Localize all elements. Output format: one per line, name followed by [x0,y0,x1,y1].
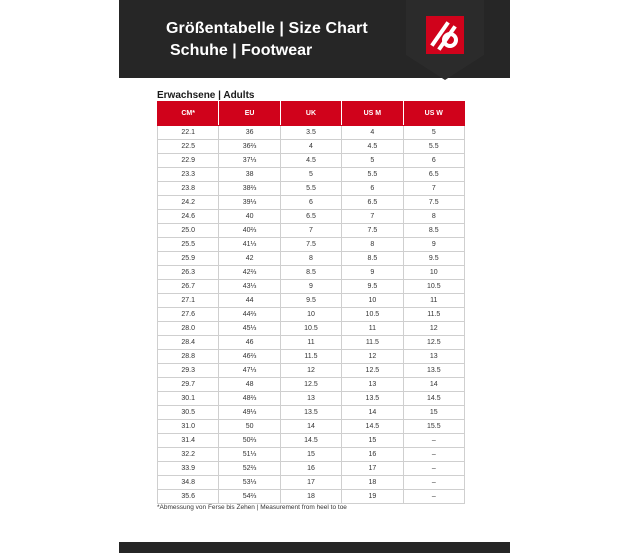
table-cell: 9 [280,280,341,294]
table-cell: 5.5 [342,168,403,182]
table-cell: 36 [219,126,280,140]
table-cell: 45⅓ [219,322,280,336]
table-cell: 8.5 [342,252,403,266]
table-cell: 44⅔ [219,308,280,322]
table-cell: 29.7 [158,378,219,392]
table-cell: 6 [403,154,464,168]
table-cell: 26.7 [158,280,219,294]
table-cell: 40 [219,210,280,224]
table-cell: 7 [280,224,341,238]
table-cell: 24.6 [158,210,219,224]
table-cell: 29.3 [158,364,219,378]
table-cell: 8.5 [280,266,341,280]
table-cell: 10.5 [342,308,403,322]
table-cell: 14 [342,406,403,420]
table-cell: 8 [280,252,341,266]
table-cell: 37⅓ [219,154,280,168]
table-cell: 11 [280,336,341,350]
table-cell: 48⅔ [219,392,280,406]
table-cell: 11.5 [403,308,464,322]
table-row [158,266,465,280]
table-cell: 16 [342,448,403,462]
table-cell: 25.0 [158,224,219,238]
table-row [158,350,465,364]
size-chart-table [157,101,465,504]
table-cell: 23.8 [158,182,219,196]
table-row [158,364,465,378]
table-cell: 7.5 [280,238,341,252]
table-cell: 47⅓ [219,364,280,378]
table-row [158,140,465,154]
table-cell: 13.5 [280,406,341,420]
table-row [158,490,465,504]
table-row [158,238,465,252]
table-cell: 18 [342,476,403,490]
footnote: *Abmessung von Ferse bis Zehen | Measurement from heel to toe [157,504,347,511]
table-cell: 10.5 [403,280,464,294]
table-cell: 25.9 [158,252,219,266]
table-cell: 14 [280,420,341,434]
table-cell: 14 [403,378,464,392]
table-cell: 5.5 [403,140,464,154]
table-cell: 14.5 [403,392,464,406]
table-cell: 13 [403,350,464,364]
table-row [158,182,465,196]
table-cell: 28.8 [158,350,219,364]
table-cell: 10 [403,266,464,280]
table-cell: 11.5 [280,350,341,364]
table-cell: 10 [280,308,341,322]
table-cell: 35.6 [158,490,219,504]
table-cell: 14.5 [342,420,403,434]
table-cell: 13.5 [403,364,464,378]
table-row [158,126,465,140]
table-row [158,378,465,392]
table-row [158,392,465,406]
table-cell: 13 [280,392,341,406]
table-cell: 9.5 [403,252,464,266]
table-cell: 39⅓ [219,196,280,210]
table-row [158,196,465,210]
table-cell: – [403,434,464,448]
table-cell: 17 [280,476,341,490]
table-row [158,434,465,448]
table-cell: 14.5 [280,434,341,448]
table-cell: 12 [342,350,403,364]
size-chart-page [119,0,510,553]
table-cell: 15.5 [403,420,464,434]
table-cell: 5 [280,168,341,182]
column-header: UK [280,102,341,126]
table-cell: 4 [342,126,403,140]
table-row [158,406,465,420]
table-cell: 36⅔ [219,140,280,154]
table-cell: 12 [403,322,464,336]
table-cell: 48 [219,378,280,392]
table-cell: – [403,448,464,462]
table-cell: 25.5 [158,238,219,252]
table-row [158,210,465,224]
table-cell: 6 [342,182,403,196]
table-cell: 9.5 [280,294,341,308]
table-cell: 28.0 [158,322,219,336]
table-cell: 4.5 [342,140,403,154]
table-cell: 38⅔ [219,182,280,196]
table-cell: 23.3 [158,168,219,182]
table-cell: 52⅔ [219,462,280,476]
table-row [158,336,465,350]
table-row [158,294,465,308]
table-cell: 33.9 [158,462,219,476]
table-row [158,308,465,322]
table-cell: 50 [219,420,280,434]
table-cell: 28.4 [158,336,219,350]
table-cell: 46 [219,336,280,350]
table-cell: 11 [342,322,403,336]
table-row [158,322,465,336]
table-cell: 9 [342,266,403,280]
table-cell: 12.5 [280,378,341,392]
table-cell: 9.5 [342,280,403,294]
column-header: CM* [158,102,219,126]
table-cell: 4.5 [280,154,341,168]
table-row [158,462,465,476]
table-cell: 53⅓ [219,476,280,490]
table-cell: 46⅔ [219,350,280,364]
table-cell: 30.5 [158,406,219,420]
five-ten-logo-icon [406,0,484,80]
table-cell: 5.5 [280,182,341,196]
table-cell: 12 [280,364,341,378]
table-row [158,420,465,434]
table-cell: 6 [280,196,341,210]
table-cell: 15 [342,434,403,448]
table-cell: 26.3 [158,266,219,280]
table-cell: 42 [219,252,280,266]
table-cell: 6.5 [342,196,403,210]
header-bar [119,0,510,78]
table-cell: 44 [219,294,280,308]
table-cell: 19 [342,490,403,504]
table-row [158,168,465,182]
table-row [158,476,465,490]
table-cell: 30.1 [158,392,219,406]
column-header: US M [342,102,403,126]
table-cell: 11 [403,294,464,308]
table-cell: 8 [403,210,464,224]
table-row [158,252,465,266]
table-cell: 11.5 [342,336,403,350]
footer-bar [119,542,510,553]
table-cell: 41⅓ [219,238,280,252]
table-cell: 27.6 [158,308,219,322]
table-cell: 50⅔ [219,434,280,448]
table-cell: 7.5 [342,224,403,238]
table-cell: 15 [280,448,341,462]
table-cell: – [403,462,464,476]
page-subtitle: Schuhe | Footwear [170,42,313,59]
table-cell: 22.1 [158,126,219,140]
table-cell: 34.8 [158,476,219,490]
table-cell: 6.5 [403,168,464,182]
table-cell: 4 [280,140,341,154]
table-cell: 27.1 [158,294,219,308]
table-cell: 7 [342,210,403,224]
table-cell: 22.9 [158,154,219,168]
table-cell: 10 [342,294,403,308]
table-cell: 15 [403,406,464,420]
table-row [158,224,465,238]
table-cell: 18 [280,490,341,504]
table-row [158,448,465,462]
table-cell: 12.5 [403,336,464,350]
table-cell: 7 [403,182,464,196]
table-cell: 12.5 [342,364,403,378]
table-cell: 24.2 [158,196,219,210]
table-cell: 8 [342,238,403,252]
table-cell: 3.5 [280,126,341,140]
table-cell: 13 [342,378,403,392]
table-cell: 8.5 [403,224,464,238]
table-cell: 5 [403,126,464,140]
table-cell: 5 [342,154,403,168]
table-cell: 43⅓ [219,280,280,294]
table-cell: 38 [219,168,280,182]
table-cell: 51⅓ [219,448,280,462]
table-cell: 7.5 [403,196,464,210]
table-cell: 32.2 [158,448,219,462]
table-header-row [158,102,465,126]
column-header: EU [219,102,280,126]
section-label: Erwachsene | Adults [157,90,255,101]
table-row [158,280,465,294]
table-row [158,154,465,168]
table-cell: 16 [280,462,341,476]
table-cell: 9 [403,238,464,252]
table-cell: 31.0 [158,420,219,434]
table-cell: 42⅔ [219,266,280,280]
table-cell: 6.5 [280,210,341,224]
table-cell: 10.5 [280,322,341,336]
table-cell: – [403,490,464,504]
table-cell: 40⅔ [219,224,280,238]
table-cell: 22.5 [158,140,219,154]
table-cell: 49⅓ [219,406,280,420]
table-cell: 31.4 [158,434,219,448]
table-cell: – [403,476,464,490]
table-cell: 17 [342,462,403,476]
table-cell: 13.5 [342,392,403,406]
table-body [158,126,465,504]
table-cell: 54⅔ [219,490,280,504]
page-title: Größentabelle | Size Chart [166,20,368,37]
column-header: US W [403,102,464,126]
